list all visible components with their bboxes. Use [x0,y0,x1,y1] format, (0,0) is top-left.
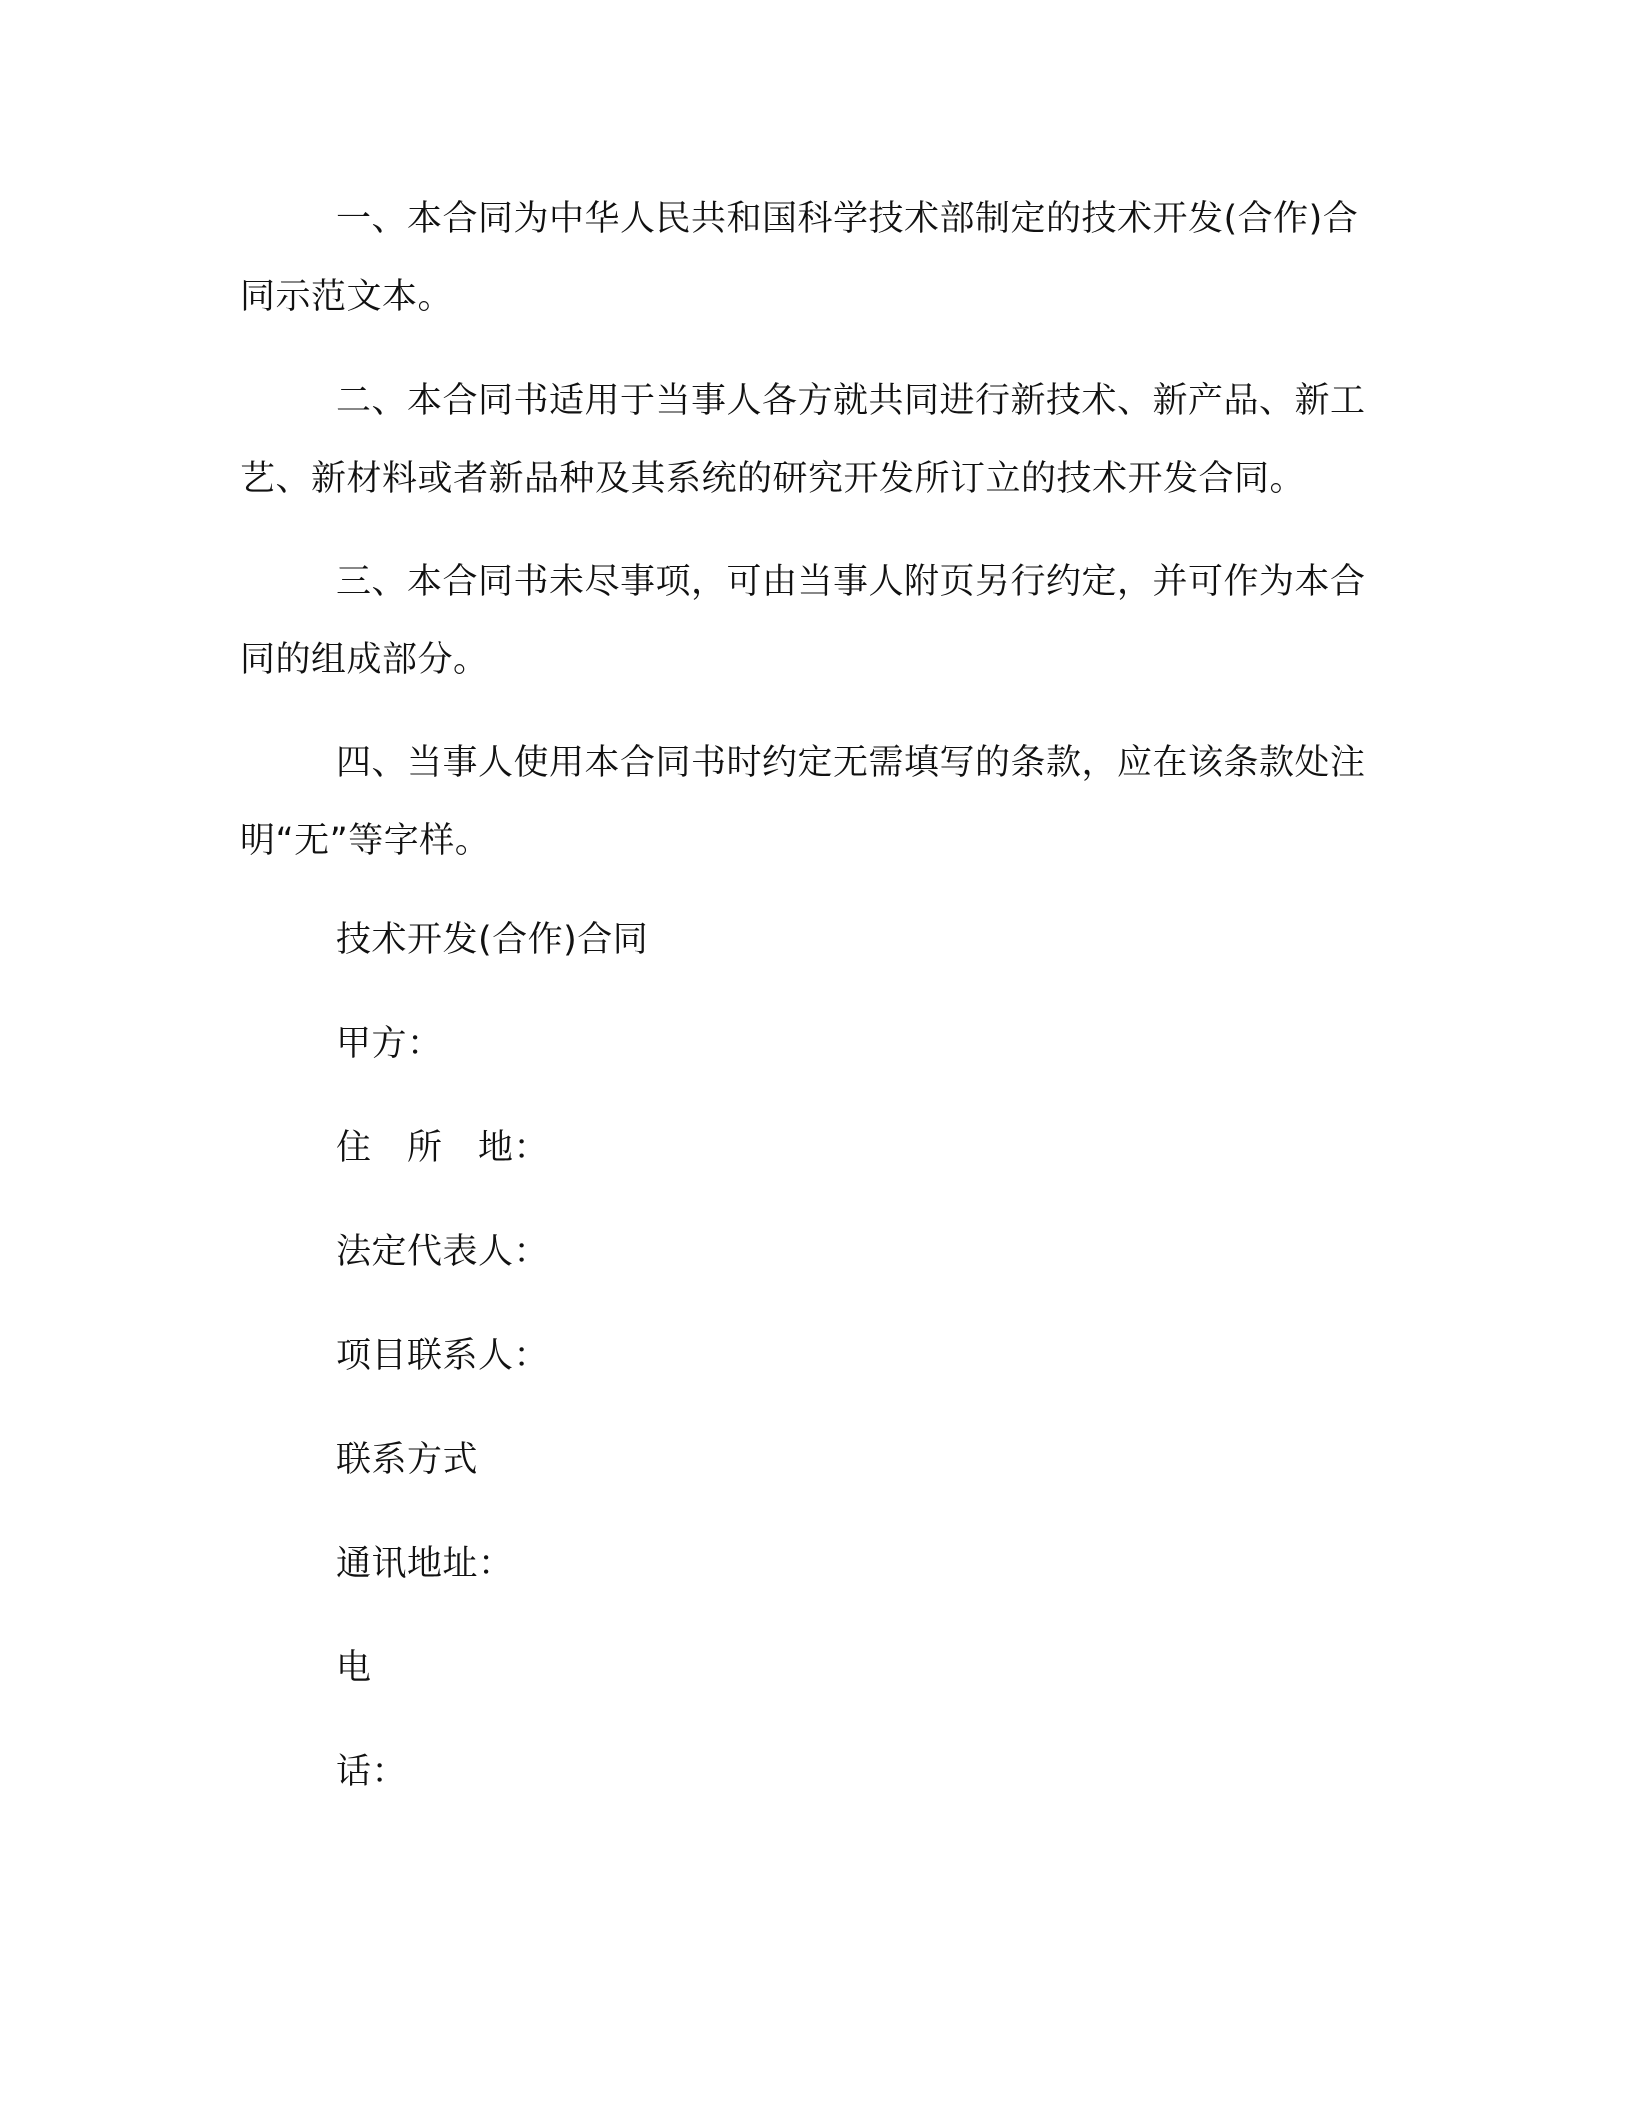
contact-method-label: 联系方式 [336,1440,479,1480]
paragraph-4: 四、当事人使用本合同书时约定无需填写的条款，应在该条款处注明“无”等字样。 [240,743,1366,861]
project-contact-label: 项目联系人： [336,1336,550,1376]
paragraph-2: 二、本合同书适用于当事人各方就共同进行新技术、新产品、新工艺、新材料或者新品种及其系统的研究开发所订立的技术开发合同。 [240,381,1366,499]
address-label: 住 所 地： [336,1128,550,1168]
legal-representative-label: 法定代表人： [336,1232,550,1272]
paragraph-1: 一、本合同为中华人民共和国科学技术部制定的技术开发(合作)合同示范文本。 [240,199,1359,317]
paragraph-3: 三、本合同书未尽事项，可由当事人附页另行约定，并可作为本合同的组成部分。 [240,562,1366,680]
phone-label-part2: 话： [336,1752,408,1792]
contract-title: 技术开发(合作)合同 [336,920,649,960]
mailing-address-label: 通讯地址： [336,1544,514,1584]
party-a-label: 甲方： [336,1024,443,1064]
phone-label-part1: 电 [336,1648,372,1688]
